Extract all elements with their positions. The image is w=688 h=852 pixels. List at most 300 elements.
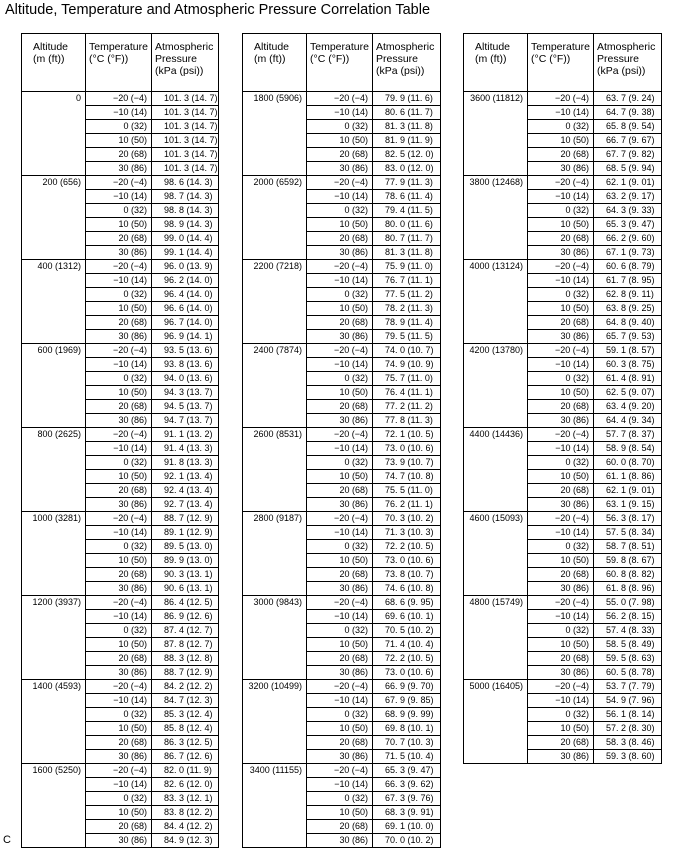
altitude-cell: 4400 (14436)	[464, 428, 528, 512]
temperature-cell: 0 (32)	[86, 540, 152, 554]
altitude-cell: 5000 (16405)	[464, 680, 528, 764]
pressure-cell: 55. 0 (7. 98)	[594, 596, 662, 610]
pressure-cell: 66. 9 (9. 70)	[373, 680, 441, 694]
pressure-header: Atmospheric Pressure (kPa (psi))	[373, 34, 441, 92]
temperature-cell: −10 (14)	[86, 526, 152, 540]
temperature-cell: 30 (86)	[86, 498, 152, 512]
pressure-cell: 57. 7 (8. 37)	[594, 428, 662, 442]
temperature-cell: 30 (86)	[528, 414, 594, 428]
pressure-cell: 69. 1 (10. 0)	[373, 820, 441, 834]
temperature-cell: 10 (50)	[86, 470, 152, 484]
pressure-cell: 83. 0 (12. 0)	[373, 162, 441, 176]
temperature-cell: 30 (86)	[528, 582, 594, 596]
pressure-cell: 76. 4 (11. 1)	[373, 386, 441, 400]
temperature-cell: 20 (68)	[307, 232, 373, 246]
altitude-cell: 3800 (12468)	[464, 176, 528, 260]
pressure-cell: 58. 7 (8. 51)	[594, 540, 662, 554]
table-row	[464, 680, 662, 694]
altitude-cell: 4200 (13780)	[464, 344, 528, 428]
pressure-cell: 65. 3 (9. 47)	[594, 218, 662, 232]
pressure-cell: 101. 3 (14. 7)	[152, 134, 219, 148]
pressure-header: Atmospheric Pressure (kPa (psi))	[594, 34, 662, 92]
temperature-cell: 20 (68)	[86, 736, 152, 750]
temperature-cell: −10 (14)	[86, 610, 152, 624]
temperature-cell: 10 (50)	[528, 554, 594, 568]
pressure-cell: 68. 9 (9. 99)	[373, 708, 441, 722]
table-row	[243, 428, 441, 442]
altitude-cell: 3600 (11812)	[464, 92, 528, 176]
temperature-cell: 10 (50)	[528, 470, 594, 484]
temperature-cell: 10 (50)	[528, 386, 594, 400]
temperature-cell: 20 (68)	[528, 652, 594, 666]
temperature-cell: 30 (86)	[307, 750, 373, 764]
pressure-cell: 60. 3 (8. 75)	[594, 358, 662, 372]
temperature-cell: 0 (32)	[86, 624, 152, 638]
pressure-cell: 81. 3 (11. 8)	[373, 120, 441, 134]
pressure-cell: 73. 0 (10. 6)	[373, 666, 441, 680]
pressure-cell: 62. 1 (9. 01)	[594, 176, 662, 190]
temperature-cell: 0 (32)	[528, 120, 594, 134]
pressure-cell: 66. 7 (9. 67)	[594, 134, 662, 148]
altitude-header: Altitude (m (ft))	[22, 34, 86, 92]
table-row	[464, 512, 662, 526]
temperature-cell: 0 (32)	[86, 120, 152, 134]
temperature-cell: 20 (68)	[307, 400, 373, 414]
table-row	[464, 176, 662, 190]
altitude-cell: 4000 (13124)	[464, 260, 528, 344]
pressure-cell: 85. 3 (12. 4)	[152, 708, 219, 722]
pressure-cell: 57. 5 (8. 34)	[594, 526, 662, 540]
pressure-cell: 59. 1 (8. 57)	[594, 344, 662, 358]
pressure-cell: 82. 0 (11. 9)	[152, 764, 219, 778]
pressure-cell: 54. 9 (7. 96)	[594, 694, 662, 708]
pressure-cell: 57. 2 (8. 30)	[594, 722, 662, 736]
pressure-cell: 63. 7 (9. 24)	[594, 92, 662, 106]
temperature-cell: −10 (14)	[307, 526, 373, 540]
pressure-cell: 63. 2 (9. 17)	[594, 190, 662, 204]
pressure-cell: 88. 7 (12. 9)	[152, 512, 219, 526]
temperature-cell: 10 (50)	[307, 638, 373, 652]
temperature-cell: 10 (50)	[528, 638, 594, 652]
temperature-cell: −20 (−4)	[528, 428, 594, 442]
pressure-cell: 93. 8 (13. 6)	[152, 358, 219, 372]
temperature-cell: −10 (14)	[528, 106, 594, 120]
altitude-cell: 3200 (10499)	[243, 680, 307, 764]
temperature-cell: 20 (68)	[528, 148, 594, 162]
temperature-cell: −20 (−4)	[307, 344, 373, 358]
temperature-cell: 0 (32)	[528, 456, 594, 470]
temperature-cell: 20 (68)	[86, 652, 152, 666]
temperature-cell: 20 (68)	[86, 568, 152, 582]
pressure-cell: 88. 3 (12. 8)	[152, 652, 219, 666]
temperature-cell: −10 (14)	[86, 106, 152, 120]
temperature-cell: −10 (14)	[86, 694, 152, 708]
temperature-cell: −20 (−4)	[528, 176, 594, 190]
pressure-cell: 62. 5 (9. 07)	[594, 386, 662, 400]
temperature-cell: 10 (50)	[86, 806, 152, 820]
table-row	[464, 344, 662, 358]
pressure-cell: 90. 3 (13. 1)	[152, 568, 219, 582]
pressure-cell: 81. 3 (11. 8)	[373, 246, 441, 260]
temperature-cell: 0 (32)	[528, 624, 594, 638]
temperature-cell: 0 (32)	[307, 456, 373, 470]
temperature-cell: −10 (14)	[528, 442, 594, 456]
pressure-cell: 84. 7 (12. 3)	[152, 694, 219, 708]
temperature-cell: 10 (50)	[86, 218, 152, 232]
pressure-cell: 58. 9 (8. 54)	[594, 442, 662, 456]
temperature-cell: −10 (14)	[86, 442, 152, 456]
temperature-cell: 10 (50)	[307, 218, 373, 232]
table-row	[22, 176, 219, 190]
temperature-cell: 0 (32)	[86, 372, 152, 386]
table-row	[464, 596, 662, 610]
temperature-cell: 10 (50)	[528, 722, 594, 736]
temperature-cell: 0 (32)	[528, 708, 594, 722]
pressure-cell: 94. 0 (13. 6)	[152, 372, 219, 386]
table-row	[22, 260, 219, 274]
temperature-cell: 30 (86)	[86, 246, 152, 260]
altitude-cell: 2200 (7218)	[243, 260, 307, 344]
pressure-cell: 64. 7 (9. 38)	[594, 106, 662, 120]
pressure-cell: 70. 5 (10. 2)	[373, 624, 441, 638]
table-row	[22, 764, 219, 778]
pressure-cell: 92. 1 (13. 4)	[152, 470, 219, 484]
pressure-cell: 94. 5 (13. 7)	[152, 400, 219, 414]
temperature-cell: −10 (14)	[86, 358, 152, 372]
page-title: Altitude, Temperature and Atmospheric Pressure Correlation Table	[5, 2, 431, 18]
pressure-cell: 63. 4 (9. 20)	[594, 400, 662, 414]
pressure-cell: 68. 3 (9. 91)	[373, 806, 441, 820]
pressure-cell: 60. 0 (8. 70)	[594, 456, 662, 470]
table-row	[464, 428, 662, 442]
temperature-cell: 10 (50)	[86, 554, 152, 568]
temperature-cell: −10 (14)	[528, 610, 594, 624]
table-row	[22, 92, 219, 106]
altitude-cell: 800 (2625)	[22, 428, 86, 512]
temperature-cell: −20 (−4)	[86, 428, 152, 442]
pressure-cell: 56. 2 (8. 15)	[594, 610, 662, 624]
pressure-cell: 86. 9 (12. 6)	[152, 610, 219, 624]
pressure-cell: 90. 6 (13. 1)	[152, 582, 219, 596]
altitude-cell: 2600 (8531)	[243, 428, 307, 512]
table-row	[464, 92, 662, 106]
temperature-cell: 0 (32)	[307, 120, 373, 134]
temperature-cell: −10 (14)	[528, 274, 594, 288]
temperature-cell: 10 (50)	[86, 722, 152, 736]
pressure-cell: 82. 6 (12. 0)	[152, 778, 219, 792]
table-row	[243, 344, 441, 358]
temperature-cell: −10 (14)	[528, 358, 594, 372]
pressure-cell: 59. 8 (8. 67)	[594, 554, 662, 568]
temperature-cell: 30 (86)	[86, 330, 152, 344]
temperature-cell: −10 (14)	[528, 190, 594, 204]
temperature-cell: 30 (86)	[307, 498, 373, 512]
pressure-cell: 101. 3 (14. 7)	[152, 106, 219, 120]
temperature-cell: 20 (68)	[307, 148, 373, 162]
pressure-cell: 73. 8 (10. 7)	[373, 568, 441, 582]
pressure-cell: 87. 8 (12. 7)	[152, 638, 219, 652]
temperature-cell: 10 (50)	[307, 134, 373, 148]
pressure-cell: 67. 3 (9. 76)	[373, 792, 441, 806]
pressure-cell: 71. 3 (10. 3)	[373, 526, 441, 540]
temperature-cell: 30 (86)	[307, 414, 373, 428]
pressure-cell: 94. 3 (13. 7)	[152, 386, 219, 400]
temperature-cell: −20 (−4)	[86, 764, 152, 778]
pressure-cell: 77. 8 (11. 3)	[373, 414, 441, 428]
temperature-cell: 10 (50)	[86, 134, 152, 148]
pressure-cell: 101. 3 (14. 7)	[152, 148, 219, 162]
temperature-cell: 0 (32)	[86, 708, 152, 722]
pressure-cell: 83. 8 (12. 2)	[152, 806, 219, 820]
pressure-cell: 71. 5 (10. 4)	[373, 750, 441, 764]
pressure-cell: 83. 3 (12. 1)	[152, 792, 219, 806]
pressure-cell: 91. 8 (13. 3)	[152, 456, 219, 470]
temperature-cell: −20 (−4)	[528, 344, 594, 358]
temperature-cell: 20 (68)	[528, 316, 594, 330]
pressure-cell: 74. 9 (10. 9)	[373, 358, 441, 372]
temperature-cell: 10 (50)	[307, 722, 373, 736]
temperature-cell: 20 (68)	[307, 484, 373, 498]
temperature-cell: 30 (86)	[528, 246, 594, 260]
pressure-cell: 77. 9 (11. 3)	[373, 176, 441, 190]
temperature-cell: −20 (−4)	[86, 260, 152, 274]
pressure-cell: 96. 6 (14. 0)	[152, 302, 219, 316]
pressure-cell: 98. 7 (14. 3)	[152, 190, 219, 204]
pressure-cell: 76. 2 (11. 1)	[373, 498, 441, 512]
table-row	[22, 512, 219, 526]
temperature-cell: 30 (86)	[86, 162, 152, 176]
temperature-cell: 30 (86)	[307, 834, 373, 848]
temperature-cell: 0 (32)	[528, 540, 594, 554]
pressure-cell: 65. 7 (9. 53)	[594, 330, 662, 344]
correlation-table-3	[463, 33, 662, 764]
pressure-cell: 69. 8 (10. 1)	[373, 722, 441, 736]
pressure-cell: 101. 3 (14. 7)	[152, 92, 219, 106]
figure-mark: C	[3, 834, 11, 846]
pressure-cell: 77. 5 (11. 2)	[373, 288, 441, 302]
pressure-cell: 61. 7 (8. 95)	[594, 274, 662, 288]
pressure-cell: 68. 5 (9. 94)	[594, 162, 662, 176]
temperature-cell: 30 (86)	[528, 750, 594, 764]
correlation-table-1	[21, 33, 219, 848]
temperature-cell: 0 (32)	[307, 372, 373, 386]
pressure-cell: 89. 5 (13. 0)	[152, 540, 219, 554]
temperature-cell: 0 (32)	[307, 288, 373, 302]
temperature-cell: 20 (68)	[86, 484, 152, 498]
pressure-cell: 86. 7 (12. 6)	[152, 750, 219, 764]
header-row	[243, 34, 441, 92]
temperature-cell: 30 (86)	[307, 246, 373, 260]
temperature-cell: −20 (−4)	[528, 260, 594, 274]
pressure-cell: 98. 8 (14. 3)	[152, 204, 219, 218]
temperature-cell: 30 (86)	[528, 666, 594, 680]
pressure-cell: 99. 0 (14. 4)	[152, 232, 219, 246]
pressure-cell: 87. 4 (12. 7)	[152, 624, 219, 638]
pressure-cell: 56. 1 (8. 14)	[594, 708, 662, 722]
pressure-cell: 71. 4 (10. 4)	[373, 638, 441, 652]
pressure-cell: 62. 8 (9. 11)	[594, 288, 662, 302]
temperature-cell: 20 (68)	[528, 232, 594, 246]
temperature-cell: 0 (32)	[528, 204, 594, 218]
temperature-cell: 20 (68)	[307, 736, 373, 750]
pressure-cell: 98. 9 (14. 3)	[152, 218, 219, 232]
pressure-cell: 70. 0 (10. 2)	[373, 834, 441, 848]
pressure-cell: 101. 3 (14. 7)	[152, 120, 219, 134]
pressure-cell: 64. 8 (9. 40)	[594, 316, 662, 330]
temperature-cell: 10 (50)	[86, 638, 152, 652]
pressure-cell: 76. 7 (11. 1)	[373, 274, 441, 288]
altitude-cell: 1800 (5906)	[243, 92, 307, 176]
pressure-cell: 79. 9 (11. 6)	[373, 92, 441, 106]
pressure-cell: 79. 4 (11. 5)	[373, 204, 441, 218]
altitude-cell: 2800 (9187)	[243, 512, 307, 596]
temperature-cell: 20 (68)	[528, 568, 594, 582]
temperature-cell: 30 (86)	[86, 834, 152, 848]
pressure-cell: 73. 0 (10. 6)	[373, 554, 441, 568]
pressure-cell: 92. 7 (13. 4)	[152, 498, 219, 512]
temperature-cell: −10 (14)	[86, 190, 152, 204]
temperature-cell: 30 (86)	[307, 666, 373, 680]
temperature-cell: 20 (68)	[86, 820, 152, 834]
pressure-cell: 73. 0 (10. 6)	[373, 442, 441, 456]
pressure-cell: 69. 6 (10. 1)	[373, 610, 441, 624]
table-row	[243, 680, 441, 694]
pressure-cell: 80. 0 (11. 6)	[373, 218, 441, 232]
pressure-cell: 58. 3 (8. 46)	[594, 736, 662, 750]
temperature-cell: 0 (32)	[307, 204, 373, 218]
header-row	[464, 34, 662, 92]
temperature-cell: −20 (−4)	[307, 512, 373, 526]
pressure-cell: 77. 2 (11. 2)	[373, 400, 441, 414]
temperature-cell: 20 (68)	[307, 568, 373, 582]
temperature-cell: −20 (−4)	[86, 680, 152, 694]
pressure-cell: 96. 7 (14. 0)	[152, 316, 219, 330]
temperature-cell: 10 (50)	[86, 386, 152, 400]
temperature-cell: 20 (68)	[528, 400, 594, 414]
temperature-cell: 20 (68)	[528, 736, 594, 750]
temperature-cell: 10 (50)	[307, 302, 373, 316]
pressure-cell: 85. 8 (12. 4)	[152, 722, 219, 736]
table-row	[22, 596, 219, 610]
temperature-cell: −20 (−4)	[307, 680, 373, 694]
temperature-header: Temperature (°C (°F))	[307, 34, 373, 92]
temperature-cell: 30 (86)	[86, 666, 152, 680]
pressure-cell: 96. 2 (14. 0)	[152, 274, 219, 288]
altitude-cell: 4800 (15749)	[464, 596, 528, 680]
pressure-cell: 101. 3 (14. 7)	[152, 162, 219, 176]
temperature-cell: −20 (−4)	[86, 176, 152, 190]
pressure-cell: 79. 5 (11. 5)	[373, 330, 441, 344]
temperature-cell: 0 (32)	[307, 540, 373, 554]
temperature-cell: −10 (14)	[307, 694, 373, 708]
pressure-cell: 53. 7 (7. 79)	[594, 680, 662, 694]
pressure-cell: 80. 7 (11. 7)	[373, 232, 441, 246]
pressure-cell: 60. 8 (8. 82)	[594, 568, 662, 582]
pressure-cell: 74. 6 (10. 8)	[373, 582, 441, 596]
altitude-cell: 3000 (9843)	[243, 596, 307, 680]
temperature-cell: −20 (−4)	[86, 344, 152, 358]
pressure-cell: 91. 4 (13. 3)	[152, 442, 219, 456]
table-row	[243, 512, 441, 526]
pressure-cell: 68. 6 (9. 95)	[373, 596, 441, 610]
pressure-cell: 65. 3 (9. 47)	[373, 764, 441, 778]
pressure-cell: 81. 9 (11. 9)	[373, 134, 441, 148]
temperature-cell: −10 (14)	[86, 778, 152, 792]
temperature-cell: −20 (−4)	[86, 596, 152, 610]
temperature-cell: 0 (32)	[528, 372, 594, 386]
altitude-cell: 4600 (15093)	[464, 512, 528, 596]
pressure-cell: 84. 2 (12. 2)	[152, 680, 219, 694]
temperature-cell: 10 (50)	[86, 302, 152, 316]
temperature-cell: 20 (68)	[86, 316, 152, 330]
pressure-cell: 96. 4 (14. 0)	[152, 288, 219, 302]
temperature-cell: 30 (86)	[86, 582, 152, 596]
pressure-cell: 61. 8 (8. 96)	[594, 582, 662, 596]
temperature-cell: 0 (32)	[528, 288, 594, 302]
temperature-cell: 30 (86)	[528, 162, 594, 176]
pressure-cell: 96. 0 (13. 9)	[152, 260, 219, 274]
pressure-cell: 74. 0 (10. 7)	[373, 344, 441, 358]
temperature-cell: −10 (14)	[307, 274, 373, 288]
temperature-cell: 30 (86)	[528, 498, 594, 512]
temperature-cell: 10 (50)	[528, 302, 594, 316]
pressure-cell: 66. 2 (9. 60)	[594, 232, 662, 246]
temperature-cell: 10 (50)	[528, 218, 594, 232]
pressure-cell: 60. 5 (8. 78)	[594, 666, 662, 680]
table-row	[22, 680, 219, 694]
pressure-cell: 86. 3 (12. 5)	[152, 736, 219, 750]
altitude-cell: 600 (1969)	[22, 344, 86, 428]
temperature-cell: 30 (86)	[86, 414, 152, 428]
pressure-cell: 63. 1 (9. 15)	[594, 498, 662, 512]
temperature-cell: 20 (68)	[86, 232, 152, 246]
pressure-cell: 75. 7 (11. 0)	[373, 372, 441, 386]
temperature-cell: −20 (−4)	[307, 764, 373, 778]
pressure-cell: 61. 4 (8. 91)	[594, 372, 662, 386]
altitude-cell: 1000 (3281)	[22, 512, 86, 596]
pressure-cell: 60. 6 (8. 79)	[594, 260, 662, 274]
pressure-cell: 78. 9 (11. 4)	[373, 316, 441, 330]
header-row	[22, 34, 219, 92]
pressure-cell: 75. 9 (11. 0)	[373, 260, 441, 274]
pressure-cell: 64. 3 (9. 33)	[594, 204, 662, 218]
pressure-cell: 88. 7 (12. 9)	[152, 666, 219, 680]
temperature-cell: 30 (86)	[307, 162, 373, 176]
altitude-cell: 2400 (7874)	[243, 344, 307, 428]
pressure-cell: 98. 6 (14. 3)	[152, 176, 219, 190]
table-row	[243, 596, 441, 610]
temperature-cell: 10 (50)	[528, 134, 594, 148]
temperature-cell: −20 (−4)	[307, 428, 373, 442]
temperature-cell: 20 (68)	[307, 820, 373, 834]
pressure-cell: 63. 8 (9. 25)	[594, 302, 662, 316]
pressure-cell: 64. 4 (9. 34)	[594, 414, 662, 428]
temperature-cell: 20 (68)	[86, 400, 152, 414]
pressure-cell: 89. 1 (12. 9)	[152, 526, 219, 540]
correlation-table-2	[242, 33, 441, 848]
temperature-cell: 20 (68)	[528, 484, 594, 498]
pressure-cell: 70. 7 (10. 3)	[373, 736, 441, 750]
temperature-cell: −20 (−4)	[528, 512, 594, 526]
temperature-cell: 10 (50)	[307, 470, 373, 484]
pressure-cell: 74. 7 (10. 8)	[373, 470, 441, 484]
table-row	[22, 428, 219, 442]
pressure-cell: 84. 4 (12. 2)	[152, 820, 219, 834]
altitude-cell: 1400 (4593)	[22, 680, 86, 764]
altitude-header: Altitude (m (ft))	[464, 34, 528, 92]
pressure-cell: 70. 3 (10. 2)	[373, 512, 441, 526]
temperature-cell: −20 (−4)	[307, 596, 373, 610]
